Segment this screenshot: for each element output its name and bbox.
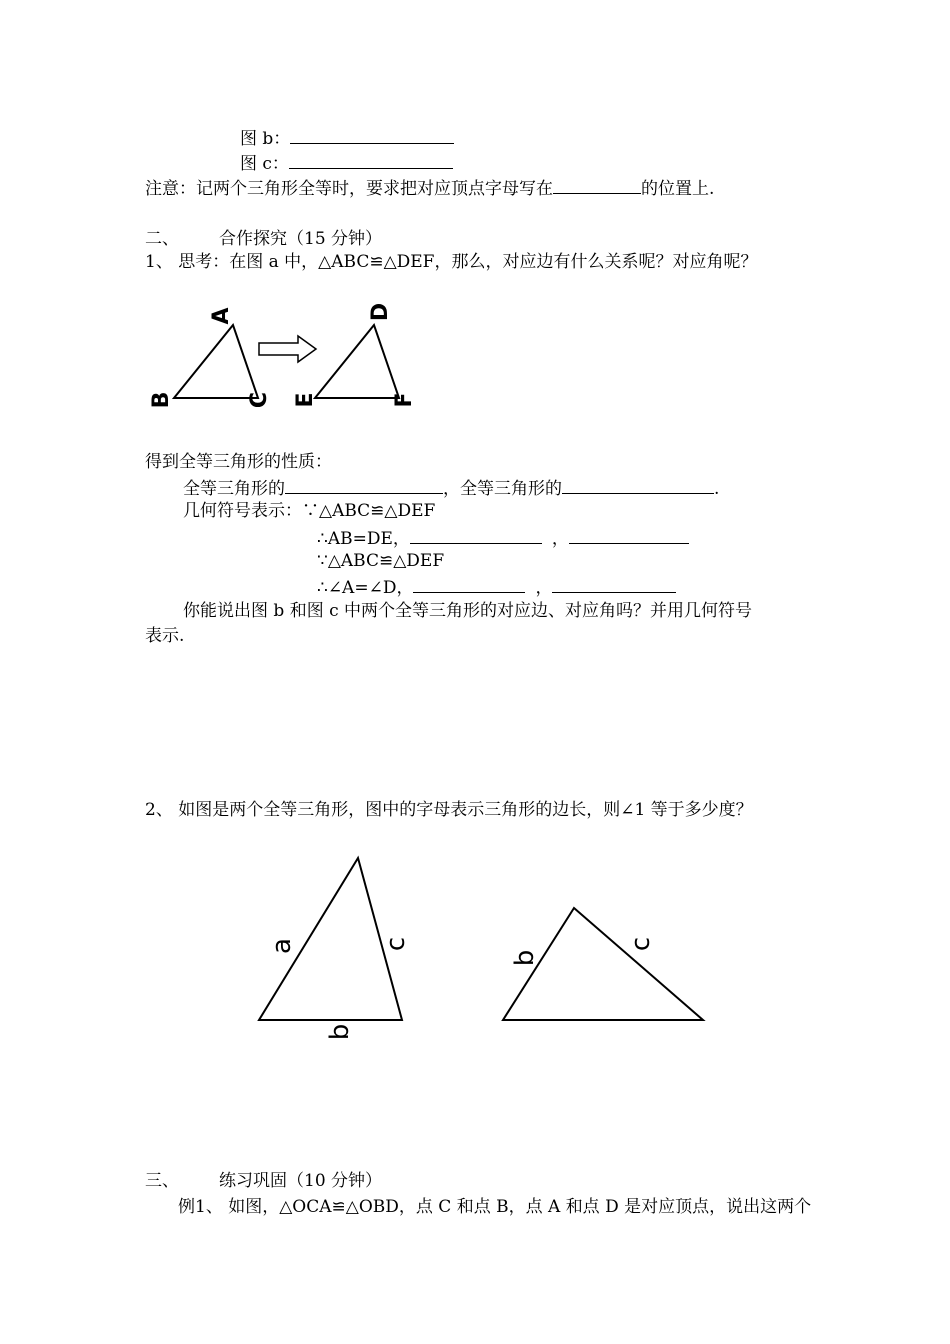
because-1: ∵△ABC≌△DEF [302, 501, 436, 521]
label-side-b-left: b [325, 1023, 355, 1041]
comma-1: ， [551, 529, 569, 549]
question-line-1: 你能说出图 b 和图 c 中两个全等三角形的对应边、对应角吗？并用几何符号 [183, 601, 753, 621]
section3-heading [145, 1170, 382, 1192]
note-text: 注意：记两个三角形全等时，要求把对应顶点字母写在 [145, 179, 553, 199]
label-d: D [368, 302, 393, 322]
section2-title: 合作探究（15 分钟） [219, 229, 383, 249]
label-a: A [209, 307, 234, 325]
label-side-c-right: c [626, 936, 656, 952]
question-1: 1、 思考：在图 a 中，△ABC≌△DEF，那么，对应边有什么关系呢？对应角呢？ [145, 252, 758, 272]
note-text-end: 的位置上. [641, 179, 715, 199]
fig-b-label: 图 b： [240, 129, 291, 149]
example-1: 例1、 如图，△OCA≌△OBD，点 C 和点 B，点 A 和点 D 是对应顶点，说出这两个 [178, 1197, 812, 1217]
label-c: C [247, 391, 272, 409]
section2-number: 二、 [145, 229, 179, 249]
label-side-a: a [267, 938, 297, 954]
therefore-1: ∴AB=DE， [317, 529, 410, 549]
because-2: ∵△ABC≌△DEF [317, 551, 445, 571]
property-title: 得到全等三角形的性质： [145, 452, 332, 472]
label-f: F [392, 392, 417, 408]
therefore-2: ∴∠A=∠D， [317, 578, 414, 598]
label-b: B [149, 391, 174, 409]
property-mid: ，全等三角形的 [443, 479, 562, 499]
label-side-b-right: b [510, 949, 540, 967]
label-e: E [293, 392, 318, 408]
question-2: 2、 如图是两个全等三角形，图中的字母表示三角形的边长，则∠1 等于多少度？ [145, 800, 753, 820]
label-side-c-left: c [381, 936, 411, 952]
symbol-label: 几何符号表示： [183, 501, 302, 521]
fig-c-label: 图 c： [240, 154, 289, 174]
section3-number: 三、 [145, 1171, 179, 1191]
property-pre: 全等三角形的 [183, 479, 285, 499]
section3-title: 练习巩固（10 分钟） [219, 1171, 383, 1191]
question-line-2: 表示. [145, 626, 185, 646]
property-end: . [714, 479, 720, 499]
comma-2: ， [535, 578, 553, 598]
